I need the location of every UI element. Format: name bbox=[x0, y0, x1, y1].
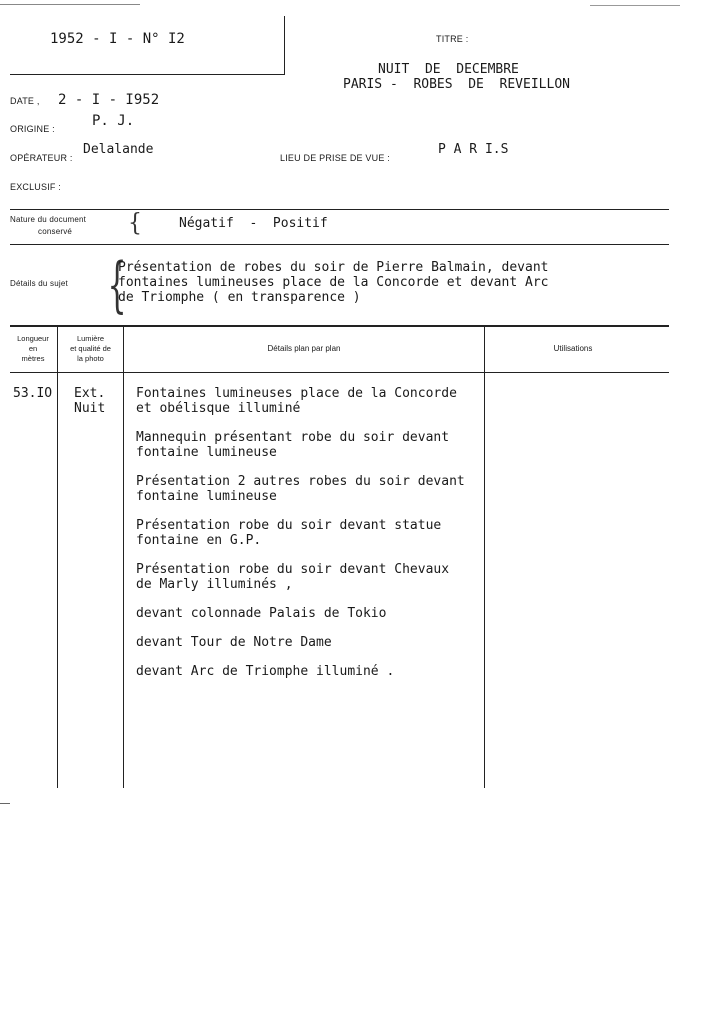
nature-label-line-1: Nature du document bbox=[10, 215, 87, 224]
nature-bottom-rule bbox=[10, 244, 669, 245]
lieu-label: LIEU DE PRISE DE VUE : bbox=[280, 153, 390, 163]
origine-value: P. J. bbox=[92, 113, 135, 129]
nature-label-line-2: conservé bbox=[38, 227, 73, 236]
top-scan-edge-right bbox=[590, 5, 680, 6]
plan-list bbox=[136, 386, 465, 693]
plan-item bbox=[136, 606, 465, 621]
table-header-rule bbox=[10, 372, 669, 373]
lumiere-value bbox=[74, 386, 105, 416]
details-sujet-brace: { bbox=[107, 250, 127, 320]
exclusif-label: EXCLUSIF : bbox=[10, 182, 62, 192]
bottom-scan-mark bbox=[0, 803, 10, 804]
longueur-value: 53.IO bbox=[13, 386, 53, 401]
plan-line: Fontaines lumineuses place de la Concorde bbox=[136, 386, 457, 401]
plan-line: devant Arc de Triomphe illuminé . bbox=[136, 664, 395, 679]
origine-label: ORIGINE : bbox=[10, 124, 55, 134]
header-utilisations: Utilisations bbox=[553, 344, 593, 353]
plan-line: fontaine en G.P. bbox=[136, 533, 262, 548]
header-details: Détails plan par plan bbox=[267, 344, 341, 353]
plan-item bbox=[136, 386, 465, 416]
plan-line: fontaine lumineuse bbox=[136, 445, 277, 460]
details-sujet-label: Détails du sujet bbox=[10, 279, 68, 288]
header-longueur-line-2: en bbox=[28, 344, 38, 353]
plan-line: Présentation robe du soir devant statue bbox=[136, 518, 442, 533]
nature-top-rule bbox=[10, 209, 669, 210]
header-lumiere-line-3: la photo bbox=[77, 354, 104, 363]
header-longueur-line-1: Longueur bbox=[17, 334, 49, 343]
plan-line: de Marly illuminés , bbox=[136, 577, 293, 592]
titre-line-1: NUIT DE DECEMBRE bbox=[378, 62, 519, 77]
titre-label: TITRE : bbox=[436, 34, 469, 44]
ref-box-right bbox=[284, 16, 285, 75]
lumiere-value-line-1: Ext. bbox=[74, 386, 106, 401]
ref-number: 1952 - I - N° I2 bbox=[50, 31, 185, 47]
titre-line-2: PARIS - ROBES DE REVEILLON bbox=[343, 77, 570, 92]
operateur-value: Delalande bbox=[83, 142, 154, 157]
header-lumiere-line-2: et qualité de bbox=[70, 344, 111, 353]
col-divider-2 bbox=[123, 326, 124, 788]
header-longueur-line-3: mètres bbox=[21, 354, 45, 363]
lumiere-value-line-2: Nuit bbox=[74, 401, 106, 416]
plan-item bbox=[136, 635, 465, 650]
operateur-label: OPÉRATEUR : bbox=[10, 153, 73, 163]
date-label: DATE , bbox=[10, 96, 40, 106]
plan-item bbox=[136, 664, 465, 679]
plan-item bbox=[136, 518, 465, 548]
col-divider-3 bbox=[484, 326, 485, 788]
plan-line: devant colonnade Palais de Tokio bbox=[136, 606, 387, 621]
plan-line: Mannequin présentant robe du soir devant bbox=[136, 430, 450, 445]
plan-line: Présentation robe du soir devant Chevaux bbox=[136, 562, 450, 577]
col-divider-1 bbox=[57, 326, 58, 788]
details-sujet-line-2: fontaines lumineuses place de la Concorde et devant Arc bbox=[118, 275, 549, 290]
plan-line: devant Tour de Notre Dame bbox=[136, 635, 332, 650]
plan-line: et obélisque illuminé bbox=[136, 401, 301, 416]
details-sujet-line-1: Présentation de robes du soir de Pierre Balmain, devant bbox=[118, 260, 549, 275]
lieu-value: P A R I.S bbox=[438, 142, 509, 157]
plan-item bbox=[136, 562, 465, 592]
header-longueur bbox=[10, 334, 56, 364]
plan-item bbox=[136, 474, 465, 504]
plan-line: fontaine lumineuse bbox=[136, 489, 277, 504]
date-value: 2 - I - I952 bbox=[58, 92, 160, 108]
table-top-rule bbox=[10, 325, 669, 327]
header-lumiere bbox=[58, 334, 123, 364]
plan-item bbox=[136, 430, 465, 460]
details-sujet-line-3: de Triomphe ( en transparence ) bbox=[118, 290, 361, 305]
ref-box-bottom bbox=[10, 74, 285, 75]
top-scan-edge bbox=[0, 4, 140, 5]
plan-line: Présentation 2 autres robes du soir devant bbox=[136, 474, 465, 489]
nature-brace: { bbox=[128, 209, 142, 238]
header-lumiere-line-1: Lumière bbox=[76, 334, 105, 343]
nature-value: Négatif - Positif bbox=[179, 216, 328, 231]
